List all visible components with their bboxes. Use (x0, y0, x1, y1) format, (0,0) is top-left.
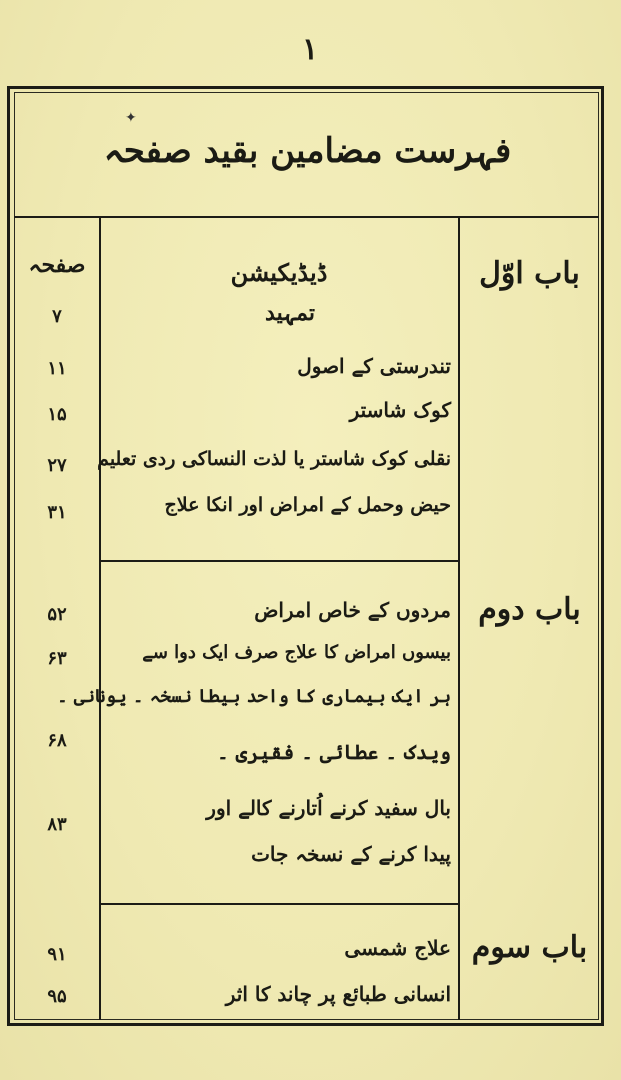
toc-entry: پیدا کرنے کے نسخہ جات (251, 842, 451, 866)
toc-entry: نقلی کوک شاستر یا لذت النساکی ردی تعلیم (97, 448, 451, 470)
toc-entry: علاج شمسی (344, 936, 451, 960)
ink-speck-icon: ✦ (125, 110, 137, 126)
title-divider (14, 216, 599, 218)
chapter-3-label: باب سوم (471, 930, 588, 965)
page-number: ۱ (301, 32, 319, 67)
chapter1-divider (100, 560, 459, 562)
toc-page-number: ۱۱ (47, 358, 67, 379)
toc-page-number: ۹۵ (47, 986, 67, 1007)
page-column-header: صفحہ (28, 252, 86, 278)
toc-entry: مردوں کے خاص امراض (254, 598, 451, 622)
toc-page-number: ۷ (52, 306, 62, 327)
toc-entry: ڈیڈیکیشن (230, 258, 328, 287)
chapter2-divider (100, 903, 459, 905)
toc-entry: انسانی طبائع پر چاند کا اثر (225, 982, 451, 1006)
toc-entry: تندرستی کے اصول (297, 354, 451, 378)
toc-page-number: ۶۸ (47, 730, 67, 751)
toc-entry: ہر ایک بیماری کا واحد بیطا نسخہ ۔ یونانی ۔ (57, 686, 451, 707)
toc-entry: حیض وحمل کے امراض اور انکا علاج (164, 494, 451, 516)
chapter-2-label: باب دوم (478, 592, 581, 627)
toc-page-number: ۵۲ (47, 604, 67, 625)
toc-page-number: ۹۱ (47, 944, 67, 965)
toc-entry: کوک شاستر (349, 398, 451, 422)
toc-entry: تمہید (265, 300, 315, 326)
toc-page-number: ۲۷ (47, 455, 67, 476)
toc-entry: ویدک ۔ عطائی ۔ فقیری ۔ (216, 740, 451, 764)
index-title: فہرست مضامین بقید صفحہ (103, 131, 512, 171)
inner-frame (14, 92, 599, 1020)
toc-page-number: ۶۳ (47, 648, 67, 669)
toc-entry: بیسوں امراض کا علاج صرف ایک دوا سے (142, 642, 451, 663)
chapter-column-divider (458, 217, 460, 1020)
toc-page-number: ۳۱ (47, 502, 67, 523)
toc-page-number: ۱۵ (47, 404, 67, 425)
toc-entry: بال سفید کرنے اُتارنے کالے اور (206, 796, 451, 820)
toc-page-number: ۸۳ (47, 814, 67, 835)
chapter-1-label: باب اوّل (479, 256, 580, 291)
